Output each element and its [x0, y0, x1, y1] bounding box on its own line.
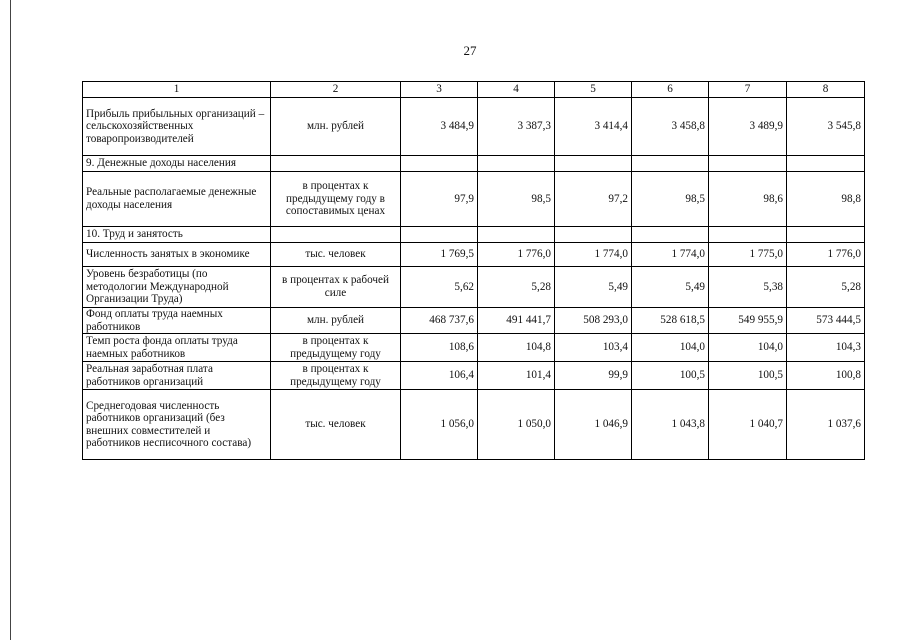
- value-cell: 3 484,9: [401, 98, 478, 156]
- empty-cell: [787, 227, 865, 243]
- value-cell: 98,6: [709, 172, 787, 227]
- column-header: 2: [271, 82, 401, 98]
- value-cell: 97,2: [555, 172, 632, 227]
- section-title: 9. Денежные доходы населения: [83, 156, 271, 172]
- value-cell: 100,5: [709, 362, 787, 390]
- value-cell: 103,4: [555, 334, 632, 362]
- value-cell: 1 037,6: [787, 390, 865, 460]
- empty-cell: [709, 156, 787, 172]
- value-cell: 5,28: [478, 267, 555, 308]
- empty-cell: [555, 227, 632, 243]
- value-cell: 1 040,7: [709, 390, 787, 460]
- value-cell: 528 618,5: [632, 308, 709, 334]
- indicator-name: Темп роста фонда оплаты труда наемных работников: [83, 334, 271, 362]
- value-cell: 104,3: [787, 334, 865, 362]
- page-edge-line: [10, 0, 11, 640]
- unit-of-measure: в процентах к рабочей силе: [271, 267, 401, 308]
- column-header: 1: [83, 82, 271, 98]
- value-cell: 5,49: [555, 267, 632, 308]
- table-row: [83, 362, 865, 390]
- empty-cell: [555, 156, 632, 172]
- unit-of-measure: тыс. человек: [271, 243, 401, 267]
- value-cell: 5,38: [709, 267, 787, 308]
- value-cell: 99,9: [555, 362, 632, 390]
- empty-cell: [478, 156, 555, 172]
- empty-cell: [632, 156, 709, 172]
- unit-of-measure: в процентах к предыдущему году: [271, 334, 401, 362]
- empty-cell: [632, 227, 709, 243]
- indicator-name: Реальные располагаемые денежные доходы населения: [83, 172, 271, 227]
- value-cell: 491 441,7: [478, 308, 555, 334]
- value-cell: 1 046,9: [555, 390, 632, 460]
- indicator-name: Прибыль прибыльных организаций – сельскохозяйственных товаропроизводителей: [83, 98, 271, 156]
- column-header: 5: [555, 82, 632, 98]
- indicator-name: Реальная заработная плата работников организаций: [83, 362, 271, 390]
- value-cell: 3 489,9: [709, 98, 787, 156]
- column-header: 4: [478, 82, 555, 98]
- value-cell: 508 293,0: [555, 308, 632, 334]
- value-cell: 100,5: [632, 362, 709, 390]
- value-cell: 3 458,8: [632, 98, 709, 156]
- value-cell: 5,28: [787, 267, 865, 308]
- value-cell: 573 444,5: [787, 308, 865, 334]
- unit-of-measure: в процентах к предыдущему году в сопоставимых ценах: [271, 172, 401, 227]
- column-header: 6: [632, 82, 709, 98]
- unit-of-measure: в процентах к предыдущему году: [271, 362, 401, 390]
- table-row: [83, 308, 865, 334]
- value-cell: 1 774,0: [555, 243, 632, 267]
- value-cell: 1 056,0: [401, 390, 478, 460]
- value-cell: 106,4: [401, 362, 478, 390]
- value-cell: 104,8: [478, 334, 555, 362]
- empty-cell: [709, 227, 787, 243]
- section-row: [83, 227, 865, 243]
- value-cell: 549 955,9: [709, 308, 787, 334]
- forecast-table: [82, 81, 865, 460]
- empty-cell: [401, 156, 478, 172]
- value-cell: 5,49: [632, 267, 709, 308]
- value-cell: 1 769,5: [401, 243, 478, 267]
- table-row: [83, 334, 865, 362]
- indicator-name: Фонд оплаты труда наемных работников: [83, 308, 271, 334]
- table-row: [83, 98, 865, 156]
- value-cell: 104,0: [709, 334, 787, 362]
- value-cell: 1 776,0: [787, 243, 865, 267]
- column-header: 8: [787, 82, 865, 98]
- table-header-row: [83, 82, 865, 98]
- empty-cell: [271, 227, 401, 243]
- column-header: 3: [401, 82, 478, 98]
- value-cell: 101,4: [478, 362, 555, 390]
- table-row: [83, 390, 865, 460]
- value-cell: 104,0: [632, 334, 709, 362]
- section-row: [83, 156, 865, 172]
- value-cell: 108,6: [401, 334, 478, 362]
- column-header: 7: [709, 82, 787, 98]
- value-cell: 1 050,0: [478, 390, 555, 460]
- value-cell: 98,5: [478, 172, 555, 227]
- value-cell: 1 043,8: [632, 390, 709, 460]
- indicator-name: Численность занятых в экономике: [83, 243, 271, 267]
- unit-of-measure: млн. рублей: [271, 98, 401, 156]
- empty-cell: [271, 156, 401, 172]
- value-cell: 3 387,3: [478, 98, 555, 156]
- value-cell: 97,9: [401, 172, 478, 227]
- value-cell: 98,5: [632, 172, 709, 227]
- value-cell: 100,8: [787, 362, 865, 390]
- unit-of-measure: тыс. человек: [271, 390, 401, 460]
- indicator-name: Уровень безработицы (по методологии Международной Организации Труда): [83, 267, 271, 308]
- value-cell: 1 774,0: [632, 243, 709, 267]
- value-cell: 1 776,0: [478, 243, 555, 267]
- value-cell: 468 737,6: [401, 308, 478, 334]
- unit-of-measure: млн. рублей: [271, 308, 401, 334]
- table-row: [83, 172, 865, 227]
- value-cell: 98,8: [787, 172, 865, 227]
- empty-cell: [787, 156, 865, 172]
- value-cell: 3 545,8: [787, 98, 865, 156]
- page-number: 27: [463, 43, 477, 58]
- value-cell: 3 414,4: [555, 98, 632, 156]
- table-row: [83, 267, 865, 308]
- indicator-name: Среднегодовая численность работников организаций (без внешних совместителей и работников несписочного состава): [83, 390, 271, 460]
- table-row: [83, 243, 865, 267]
- empty-cell: [401, 227, 478, 243]
- section-title: 10. Труд и занятость: [83, 227, 271, 243]
- value-cell: 5,62: [401, 267, 478, 308]
- value-cell: 1 775,0: [709, 243, 787, 267]
- empty-cell: [478, 227, 555, 243]
